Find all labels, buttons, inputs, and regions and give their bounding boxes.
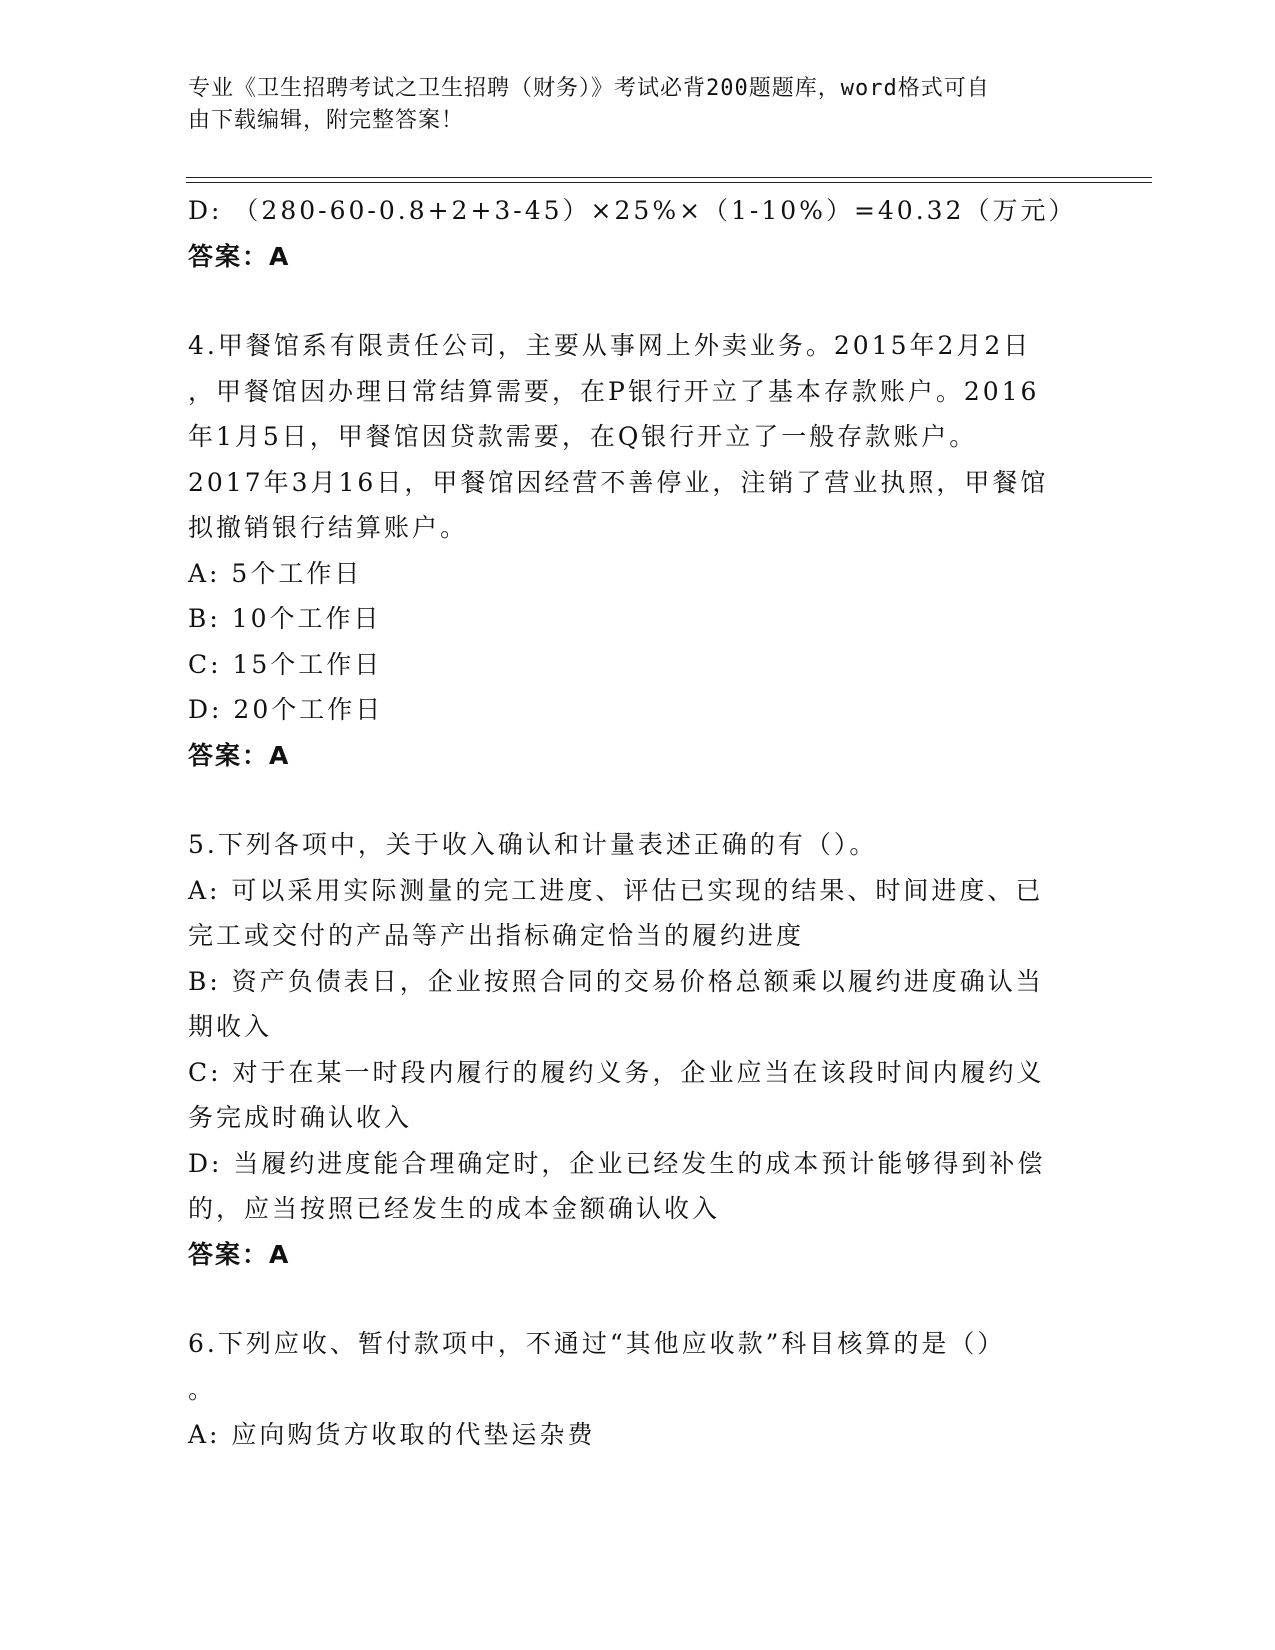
option-d: D: 20个工作日 xyxy=(188,695,384,724)
answer-line: 答案：A xyxy=(188,1239,291,1269)
question-stem-line: 拟撤销银行结算账户。 xyxy=(188,513,469,542)
answer-line: 答案：A xyxy=(188,740,291,770)
header-line: 由下载编辑，附完整答案！ xyxy=(188,108,465,133)
question-stem-line: 6.下列应收、暂付款项中，不通过“其他应收款”科目核算的是（） xyxy=(188,1329,1006,1358)
answer-line: 答案：A xyxy=(188,241,291,271)
question-6 xyxy=(188,1321,1088,1458)
document-header xyxy=(188,73,1068,137)
question-5 xyxy=(188,822,1088,1277)
option-d: D: （280-60-0.8+2+3-45）×25%×（1-10%）=40.32（万元） xyxy=(188,196,1077,225)
option-a: A: 可以采用实际测量的完工进度、评估已实现的结果、时间进度、已 xyxy=(188,875,1044,905)
question-stem-line: 4.甲餐馆系有限责任公司，主要从事网上外卖业务。2015年2月2日 xyxy=(188,331,1032,360)
question-4 xyxy=(188,323,1088,778)
question-stem-line: 年1月5日，甲餐馆因贷款需要，在Q银行开立了一般存款账户。 xyxy=(188,422,978,451)
option-a-continued: 完工或交付的产品等产出指标确定恰当的履约进度 xyxy=(188,921,805,950)
option-d-continued: 的，应当按照已经发生的成本金额确认收入 xyxy=(188,1194,721,1223)
option-c-continued: 务完成时确认收入 xyxy=(188,1103,413,1132)
header-divider xyxy=(186,177,1152,178)
option-d: D: 当履约进度能合理确定时，企业已经发生的成本预计能够得到补偿 xyxy=(188,1148,1046,1178)
option-a: A: 应向购货方收取的代垫运杂费 xyxy=(188,1420,596,1449)
question-3-tail xyxy=(188,188,1088,279)
option-c: C: 15个工作日 xyxy=(188,649,383,679)
header-divider xyxy=(186,182,1152,183)
document-body xyxy=(188,188,1088,1458)
header-line: 专业《卫生招聘考试之卫生招聘（财务）》考试必背200题题库，word格式可自 xyxy=(188,76,990,101)
option-a: A: 5个工作日 xyxy=(188,558,363,588)
option-b-continued: 期收入 xyxy=(188,1012,273,1041)
question-stem-line: ，甲餐馆因办理日常结算需要，在P银行开立了基本存款账户。2016 xyxy=(188,376,1040,406)
option-b: B: 资产负债表日，企业按照合同的交易价格总额乘以履约进度确认当 xyxy=(188,966,1044,996)
question-stem-line: 。 xyxy=(188,1374,217,1404)
option-b: B: 10个工作日 xyxy=(188,604,382,633)
question-stem-line: 5.下列各项中，关于收入确认和计量表述正确的有（）。 xyxy=(188,830,878,859)
question-stem-line: 2017年3月16日，甲餐馆因经营不善停业，注销了营业执照，甲餐馆 xyxy=(188,467,1049,497)
option-c: C: 对于在某一时段内履行的履约义务，企业应当在该段时间内履约义 xyxy=(188,1057,1045,1087)
